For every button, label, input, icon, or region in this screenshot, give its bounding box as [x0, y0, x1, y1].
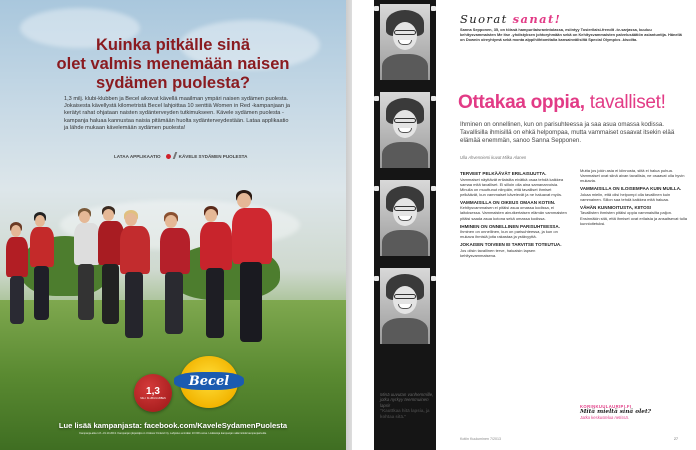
ad-paragraph: 1,3 milj. klubi-klubben ja Becel aikovat kävellä maailman ympäri naisen sydämen puolesta. Jokaisesta kävellystä kilometristä Becel lahjoittaa 10 senttiä Women in Red -kampanjaan ja kerätyt rahat ohjataan naisten sydänterveyden tutkimukseen. Kävele sydämen puolesta -kampanja haluaa kannustaa naisia pitämään huolta sydänterveydestään. Lataa applikaatio ja lähde mukaan kävelemään sydämen puolesta! [64, 96, 290, 131]
discussion-cta[interactable]: Jatka keskustelua netissä. [580, 415, 629, 420]
campaign-link[interactable]: Lue lisää kampanjasta: facebook.com/KaveleSydamenPuolesta [58, 421, 288, 430]
byline: Ulla Ahvenniemi kuvat Milka Alanen [460, 155, 527, 160]
discussion-box[interactable] [580, 404, 680, 420]
paragraph: Mutta jos jokin asia ei kiinnosta, siitä ei halua puhua. Vammaiset ovat siinä aivan tavallisia, ne osaavat olla hyvin mukavia. [580, 168, 685, 184]
becel-wordmark [174, 372, 244, 390]
brand-name: Becel [188, 373, 230, 389]
paragraph: Ihminen on onnellinen, kun on parisuhteessa, ja kun on mukava ihmisiä joita rakastaa ja ystävyyttä. [460, 229, 558, 240]
paragraph: Jos olisin tavallinen terve, haluaisin lapsen kehitysvammaisena. [460, 247, 536, 258]
site-link[interactable]: KORINKUULAURIPI.FI [580, 404, 632, 409]
subheading: VAMMAISILLA ON ILOISEMPAA KUIN MUILLA. [580, 186, 682, 192]
portrait-photo [380, 92, 430, 168]
portrait-photo [380, 4, 430, 80]
app-label: LATAA APPLIKAATIO [114, 154, 161, 159]
app-name: KÄVELE SYDÄMEN PUOLESTA [178, 154, 248, 159]
article-page [352, 0, 696, 450]
ad-body [64, 96, 290, 136]
photo-strip [374, 0, 436, 450]
subheading: IHMINEN ON ONNELLINEN PARISUHTEESSA. [460, 223, 560, 229]
subheading: VAMMAISILLA ON OIKEUS OMAAN KOTIIN. [460, 199, 556, 205]
ad-headline [0, 36, 346, 93]
caption-source: "Kauttkaa hitä lapsia, ja kohtaa sitä." [380, 408, 430, 419]
ad-page [0, 0, 346, 450]
badge-text: MILJ. KLUBI-KLUBBEN [140, 396, 166, 400]
issue-footer: Kotiin Kuuluminen 7/2013 [460, 437, 501, 441]
headline-line: Kuinka pitkälle sinä [95, 36, 251, 54]
headline-line: olet valmis menemään naisen [56, 55, 290, 73]
page-number: 27 [674, 437, 678, 441]
text-column-b [580, 168, 688, 227]
app-logo-icon [165, 152, 175, 161]
fine-print: Kampanja-aika 1.8.–31.10.2013. Kampanjan järjestäjä on Unilever Finland Oy. Lahjoitus enintään 10 000 euroa. Lisätietoja kampanjan säännöistä kampanjasivulla. [79, 432, 267, 435]
paragraph: Vammaiset näyttävät erilaisilta eivätkä osaa tehdä kaikkea samaa mitä tavalliset. Ei silloin olla aina samanarvoisia. Minulla on muuttunut niinpäin, että tavalliset ihmiset pelkäävät, kun vammaiset kävelevät ja ne haluavat myös. [460, 176, 564, 197]
intro-bio: Sanna Sepponen, 35, on töissä hampurilaisravintolassa, esiintyy Tosierilaisi-frendit -tv-sarjassa, kuuluu kehitysvammaisten Me itse -yhdistyksen johtoryhmään sekä on Kehitysvammaisten palvelusäätiön asiantuntija. Hänellä on Downin oireyhtymä sekä monta alppihiihtomitalia kansainvälisiltä Special Olympics -kisoilta. [460, 27, 682, 42]
section-title: Suorat sanat! [460, 12, 562, 26]
paragraph: Jokaa mielin, että olisi helpompi olla tavallinen kuin vammainen. Sillon saa tehdä kaikkea mitä haluaa. [580, 191, 671, 202]
subheading: TERVEET PELKÄÄVÄT ERILAISUUTTA. [460, 171, 547, 176]
portrait-photo [380, 268, 430, 344]
badge-number: 1,3 [146, 385, 160, 397]
text-column-a [460, 168, 568, 259]
discussion-question: Mitä mieltä sinä olet? [580, 409, 652, 415]
subheading: VÄHÄN KUNNIOITUSTA, KIITOS! [580, 204, 652, 210]
article-lead: Ihminen on onnellinen, kun on parisuhteessa ja saa asua omassa kodissa. Tavallisilla ihmisillä on ehkä helpompaa, mutta vammaiset osaavat itsekin elää elämää enemmän, sanoo Sanna Sepponen. [460, 121, 675, 144]
paragraph: Tavallisten ihmisten pitäisi oppia vammaisilta paljon. Ensinnäkin sitä, että ihmiset ovat erilaisia ja ansaitsevat tulla kunnioitetuksi. [580, 210, 687, 226]
article-headline: Ottakaa oppia, tavalliset! [458, 92, 666, 113]
caption-quote: Minä uuvutan vanhemmille, jotka nyrkyy teemmuinen lapsi! [380, 392, 434, 408]
portrait-photo [380, 180, 430, 256]
photo-caption [380, 392, 440, 419]
subheading: JOKAISEN TOIVEEN EI TARVITSE TOTEUTUA. [460, 242, 562, 248]
paragraph: Kehitysvammaisen ei pitäisi asua omassa kodissa, ei laitoksessa. Vammaisten ainutkertaisen elämän vammaisten pitäisi saada asua kotona sekä omassa kodissa. [460, 205, 567, 221]
app-download-row[interactable] [114, 152, 247, 161]
headline-line: sydämen puolesta? [95, 74, 251, 92]
milj-badge [134, 374, 172, 412]
